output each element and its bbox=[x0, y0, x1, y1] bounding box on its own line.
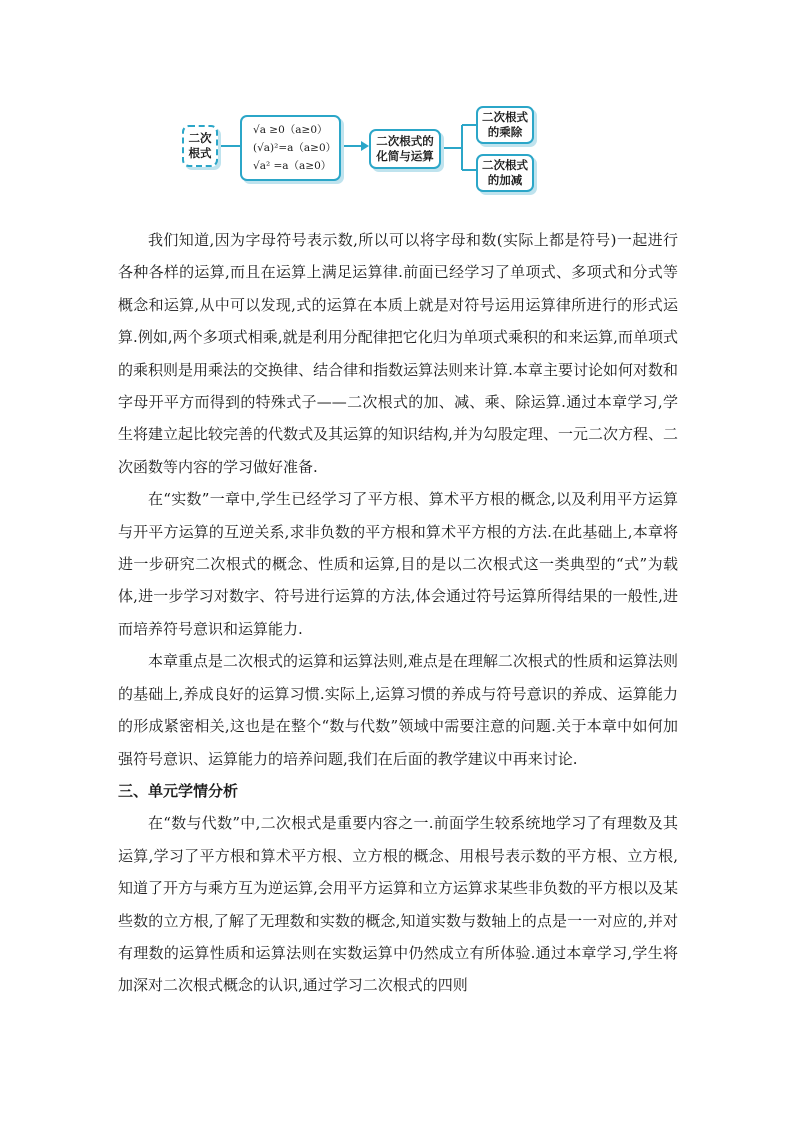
node-middle-line-1: 二次根式的 bbox=[376, 134, 434, 148]
paragraph-real-numbers: 在“实数”一章中,学生已经学习了平方根、算术平方根的概念,以及利用平方运算与开平方运算的互逆关系,求非负数的平方根和算术平方根的方法.在此基础上,本章将进一步研究二次根式的概念、性质和运算,目的是以二次根式这一类典型的“式”为载体,进一步学习对数字、符号进行运算的方法,体会通过符号运算所得结果的一般性,进而培养符号意识和运算能力. bbox=[118, 490, 678, 638]
formula-root-of-square: √a² =a（a≥0） bbox=[253, 160, 332, 172]
node-multiplication-division bbox=[476, 106, 534, 144]
formula-square-of-root: (√a)²=a（a≥0） bbox=[253, 142, 337, 154]
node-root-line-2: 根式 bbox=[188, 146, 212, 160]
node-middle-line-2: 化简与运算 bbox=[376, 149, 434, 163]
node-branch1-line-1: 二次根式 bbox=[482, 110, 528, 124]
document-body bbox=[118, 224, 678, 1002]
node-simplification bbox=[369, 129, 441, 169]
node-branch2-line-1: 二次根式 bbox=[482, 158, 528, 172]
paragraph-key-points: 本章重点是二次根式的运算和运算法则,难点是在理解二次根式的性质和运算法则的基础上,养成良好的运算习惯.实际上,运算习惯的养成与符号意识的养成、运算能力的形成紧密相关,这也是在整个“数与代数”领域中需要注意的问题.关于本章中如何加强符号意识、运算能力的培养问题,我们在后面的教学建议中再来讨论. bbox=[118, 652, 678, 768]
diagram-connectors bbox=[0, 0, 794, 200]
node-branch1-line-2: 的乘除 bbox=[487, 125, 523, 139]
node-properties bbox=[240, 115, 341, 181]
node-branch2-line-2: 的加减 bbox=[487, 173, 523, 187]
node-quadratic-radical bbox=[182, 125, 218, 167]
section-heading: 三、单元学情分析 bbox=[118, 781, 239, 800]
node-addition-subtraction bbox=[476, 154, 534, 192]
concept-diagram bbox=[0, 0, 794, 200]
arrow-head bbox=[361, 141, 369, 151]
node-root-line-1: 二次 bbox=[188, 131, 212, 145]
formula-nonnegative: √a ≥0（a≥0） bbox=[253, 124, 328, 136]
paragraph-student-analysis: 在“数与代数”中,二次根式是重要内容之一.前面学生较系统地学习了有理数及其运算,学习了平方根和算术平方根、立方根的概念、用根号表示数的平方根、立方根,知道了开方与乘方互为逆运算,会用平方运算和立方运算求某些非负数的平方根以及某些数的立方根,了解了无理数和实数的概念,知道实数与数轴上的点是一一对应的,并对有理数的运算性质和运算法则在实数运算中仍然成立有所体验.通过本章学习,学生将加深对二次根式概念的认识,通过学习二次根式的四则 bbox=[118, 814, 678, 995]
connector-branch bbox=[443, 125, 476, 170]
paragraph-intro: 我们知道,因为字母符号表示数,所以可以将字母和数(实际上都是符号)一起进行各种各样的运算,而且在运算上满足运算律.前面已经学习了单项式、多项式和分式等概念和运算,从中可以发现,式的运算在本质上就是对符号运用运算律所进行的形式运算.例如,两个多项式相乘,就是利用分配律把它化归为单项式乘积的和来运算,而单项式的乘积则是用乘法的交换律、结合律和指数运算法则来计算.本章主要讨论如何对数和字母开平方而得到的特殊式子——二次根式的加、减、乘、除运算.通过本章学习,学生将建立起比较完善的代数式及其运算的知识结构,并为勾股定理、一元二次方程、二次函数等内容的学习做好准备. bbox=[118, 231, 678, 476]
